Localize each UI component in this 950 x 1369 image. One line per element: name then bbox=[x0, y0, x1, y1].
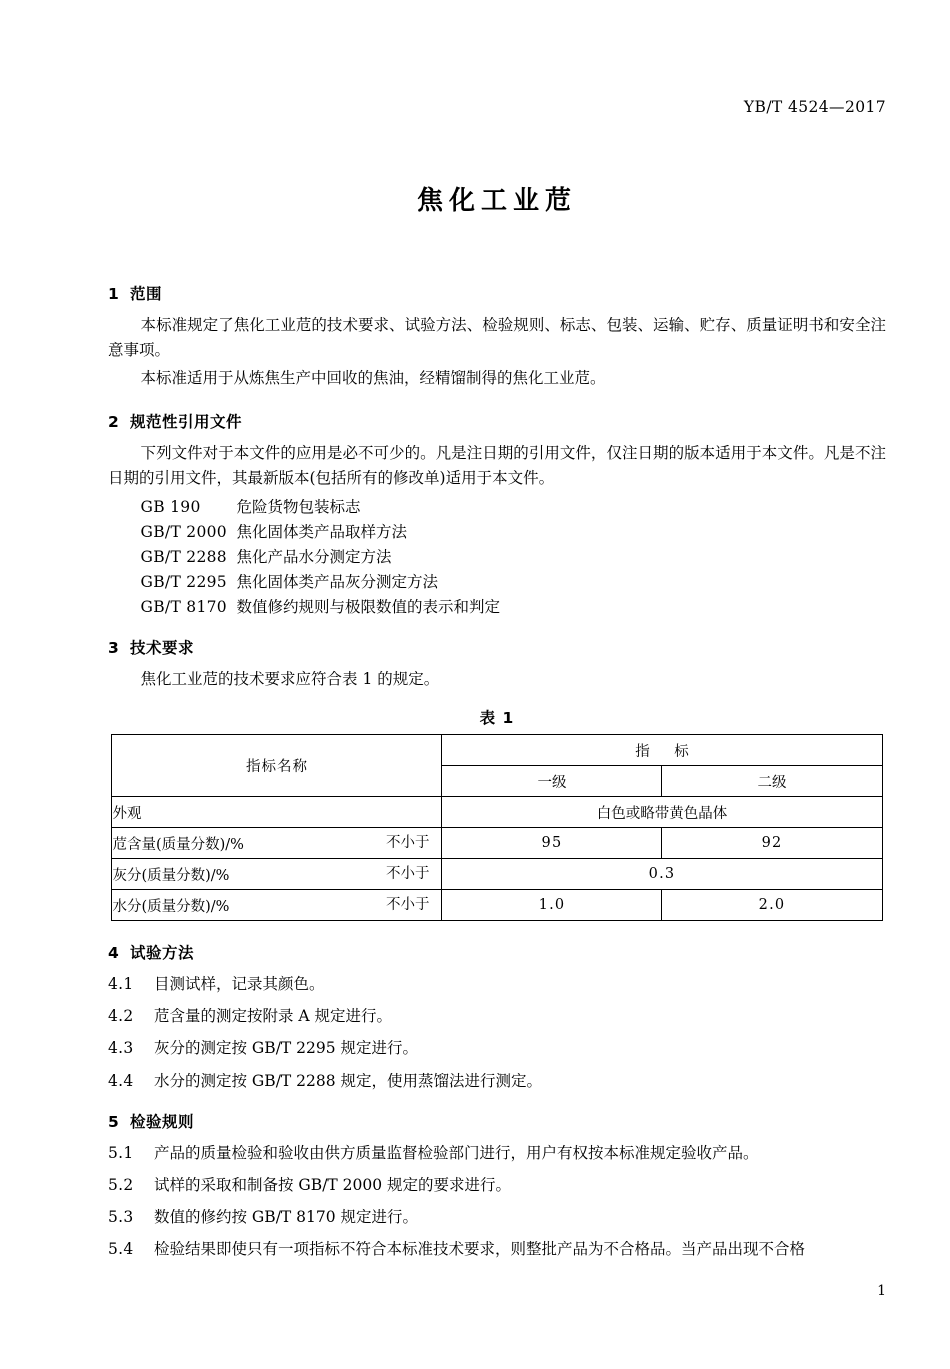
clause-text: 目测试样，记录其颜色。 bbox=[154, 975, 325, 994]
table-cell-index-name bbox=[112, 890, 442, 921]
clause-label: 5.4 bbox=[108, 1239, 134, 1258]
section-number-2: 2 bbox=[108, 413, 120, 432]
index-name-text: 灰分(质量分数)/% bbox=[112, 867, 230, 884]
clause-text: 产品的质量检验和验收由供方质量监督检验部门进行，用户有权按本标准规定验收产品。 bbox=[154, 1143, 759, 1162]
index-operator-text: 不小于 bbox=[385, 897, 430, 914]
index-name-text: 苊含量(质量分数)/% bbox=[112, 836, 244, 853]
table-cell-value-grade-2: 92 bbox=[662, 828, 882, 859]
clause-item bbox=[108, 1004, 886, 1029]
table-row bbox=[112, 890, 882, 921]
table-cell-index-name bbox=[112, 797, 442, 828]
table-header-grade-2: 二级 bbox=[662, 766, 882, 797]
reference-item bbox=[108, 595, 886, 620]
table-1-block bbox=[108, 706, 886, 921]
section-number-1: 1 bbox=[108, 285, 120, 303]
clause-item bbox=[108, 1036, 886, 1061]
clause-label: 4.1 bbox=[108, 975, 134, 994]
table-cell-value-merged: 0.3 bbox=[442, 859, 882, 890]
reference-code: GB/T 2000 bbox=[140, 522, 227, 541]
clause-label: 5.2 bbox=[108, 1175, 134, 1194]
section-number-4: 4 bbox=[108, 944, 120, 963]
clause-item bbox=[108, 1141, 886, 1166]
section-3-paragraph-1: 焦化工业苊的技术要求应符合表 1 的规定。 bbox=[140, 670, 440, 689]
clause-label: 4.2 bbox=[108, 1007, 134, 1026]
table-row bbox=[112, 797, 882, 828]
section-heading-1 bbox=[108, 282, 886, 304]
clause-item bbox=[108, 1205, 886, 1230]
reference-title: 焦化固体类产品灰分测定方法 bbox=[236, 572, 439, 591]
clause-label: 4.4 bbox=[108, 1071, 134, 1090]
reference-title: 焦化固体类产品取样方法 bbox=[236, 522, 408, 541]
table-caption: 表 1 bbox=[479, 709, 515, 728]
table-row bbox=[112, 859, 882, 890]
clause-text: 水分的测定按 GB/T 2288 规定，使用蒸馏法进行测定。 bbox=[154, 1071, 543, 1090]
clause-text: 数值的修约按 GB/T 8170 规定进行。 bbox=[154, 1207, 419, 1226]
section-number-5: 5 bbox=[108, 1112, 120, 1131]
reference-code: GB/T 8170 bbox=[140, 597, 227, 616]
section-title-4: 试验方法 bbox=[130, 944, 195, 963]
index-name-text: 外观 bbox=[112, 805, 142, 822]
clause-text: 灰分的测定按 GB/T 2295 规定进行。 bbox=[154, 1039, 419, 1058]
clause-text: 苊含量的测定按附录 A 规定进行。 bbox=[154, 1007, 393, 1026]
table-header-row-1 bbox=[112, 735, 882, 766]
clause-label: 5.3 bbox=[108, 1207, 134, 1226]
section-2-paragraph-1: 下列文件对于本文件的应用是必不可少的。凡是注日期的引用文件，仅注日期的版本适用于本文件。凡是不注日期的引用文件，其最新版本(包括所有的修改单)适用于本文件。 bbox=[108, 444, 886, 488]
section-title-5: 检验规则 bbox=[130, 1112, 195, 1131]
reference-item bbox=[108, 545, 886, 570]
standard-code-header: YB/T 4524—2017 bbox=[743, 98, 886, 116]
table-header-grade-1: 一级 bbox=[442, 766, 662, 797]
reference-item bbox=[108, 495, 886, 520]
table-cell-value-grade-1: 1.0 bbox=[442, 890, 662, 921]
clause-item bbox=[108, 1069, 886, 1094]
section-title-3: 技术要求 bbox=[130, 639, 195, 658]
table-cell-value-merged: 白色或略带黄色晶体 bbox=[442, 797, 882, 828]
reference-item bbox=[108, 570, 886, 595]
section-heading-5 bbox=[108, 1110, 886, 1132]
clause-label: 5.1 bbox=[108, 1143, 134, 1162]
section-heading-4 bbox=[108, 941, 886, 963]
document-body bbox=[108, 282, 886, 1269]
table-cell-value-grade-1: 95 bbox=[442, 828, 662, 859]
section-1-paragraph-1: 本标准规定了焦化工业苊的技术要求、试验方法、检验规则、标志、包装、运输、贮存、质量证明书和安全注意事项。 bbox=[108, 316, 886, 360]
clause-label: 4.3 bbox=[108, 1039, 134, 1058]
section-1-paragraph-2: 本标准适用于从炼焦生产中回收的焦油，经精馏制得的焦化工业苊。 bbox=[140, 369, 606, 388]
reference-code: GB/T 2288 bbox=[140, 547, 227, 566]
clause-item bbox=[108, 1173, 886, 1198]
clause-text: 检验结果即使只有一项指标不符合本标准技术要求，则整批产品为不合格品。当产品出现不合格 bbox=[154, 1239, 806, 1258]
clause-item bbox=[108, 1237, 886, 1262]
page-title: 焦化工业苊 bbox=[416, 186, 577, 216]
table-cell-value-grade-2: 2.0 bbox=[662, 890, 882, 921]
table-header-index-name: 指标名称 bbox=[112, 735, 442, 797]
page-content-area bbox=[108, 0, 886, 1369]
index-operator-text: 不小于 bbox=[385, 866, 430, 883]
reference-title: 危险货物包装标志 bbox=[236, 497, 361, 516]
reference-title: 焦化产品水分测定方法 bbox=[236, 547, 392, 566]
table-cell-index-name bbox=[112, 828, 442, 859]
table-header-spec: 指 标 bbox=[442, 735, 882, 766]
index-operator-text: 不小于 bbox=[385, 835, 430, 852]
section-number-3: 3 bbox=[108, 639, 120, 658]
clause-item bbox=[108, 972, 886, 997]
specification-table bbox=[111, 734, 882, 921]
index-name-text: 水分(质量分数)/% bbox=[112, 898, 230, 915]
clause-text: 试样的采取和制备按 GB/T 2000 规定的要求进行。 bbox=[154, 1175, 512, 1194]
page-number: 1 bbox=[877, 1283, 886, 1299]
section-heading-2 bbox=[108, 410, 886, 432]
reference-code: GB 190 bbox=[140, 497, 201, 516]
section-title-2: 规范性引用文件 bbox=[130, 413, 243, 432]
section-title-1: 范围 bbox=[130, 285, 163, 303]
reference-item bbox=[108, 520, 886, 545]
section-heading-3 bbox=[108, 636, 886, 658]
table-cell-index-name bbox=[112, 859, 442, 890]
reference-code: GB/T 2295 bbox=[140, 572, 227, 591]
reference-title: 数值修约规则与极限数值的表示和判定 bbox=[236, 597, 501, 616]
table-row bbox=[112, 828, 882, 859]
